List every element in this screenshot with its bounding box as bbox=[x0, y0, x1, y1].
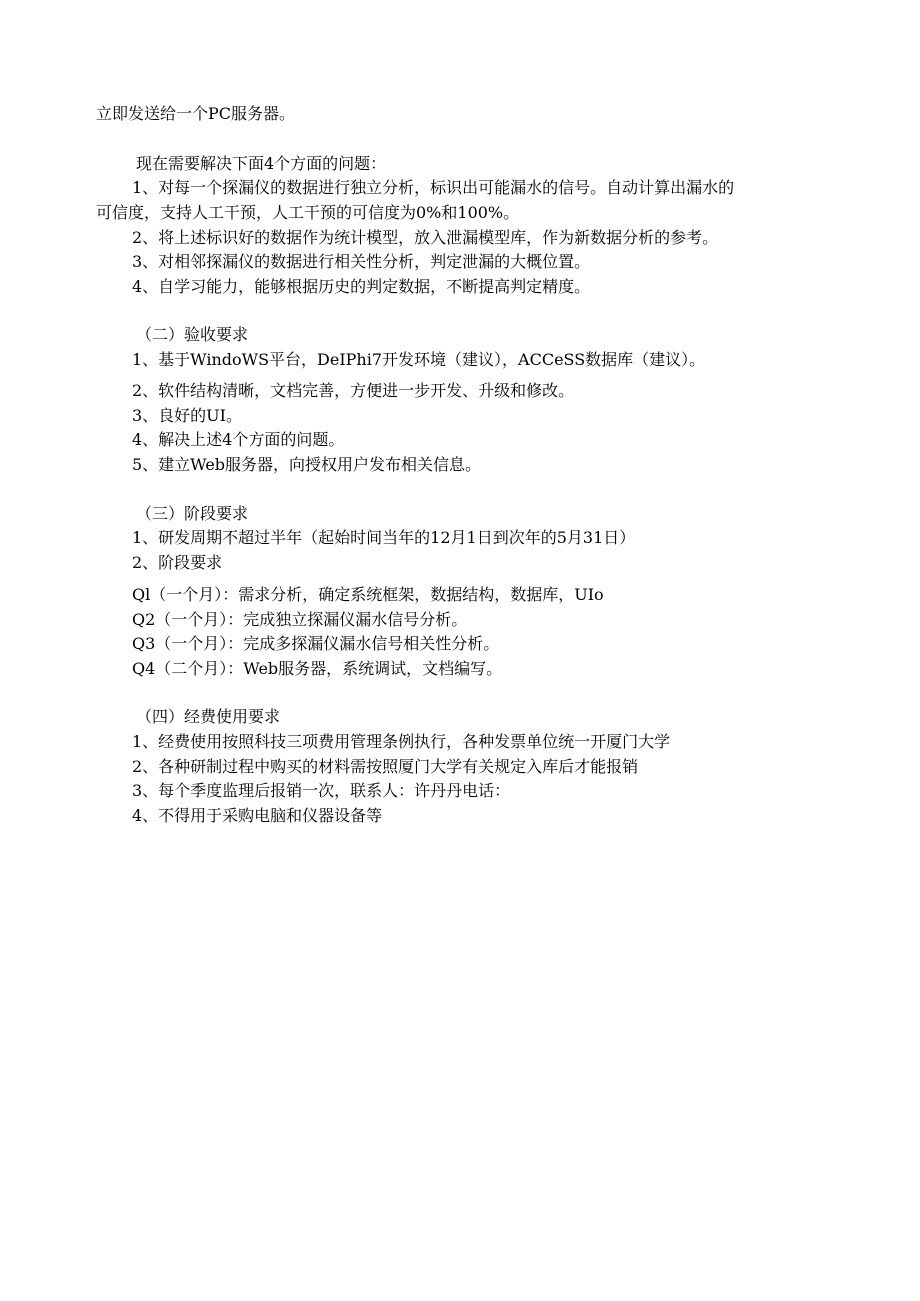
phase-quarter-4: Q4（二个月）：Web服务器，系统调试，文档编写。 bbox=[132, 659, 503, 678]
problem-item-2: 2、将上述标识好的数据作为统计模型，放入泄漏模型库，作为新数据分析的参考。 bbox=[132, 228, 719, 247]
problem-item-1: 1、对每一个探漏仪的数据进行独立分析，标识出可能漏水的信号。自动计算出漏水的 bbox=[132, 178, 735, 197]
funding-item-3: 3、每个季度监理后报销一次，联系人：许丹丹电话： bbox=[132, 781, 511, 800]
phases-item-2: 2、阶段要求 bbox=[132, 553, 223, 572]
phases-item-1: 1、研发周期不超过半年（起始时间当年的12月1日到次年的5月31日） bbox=[132, 528, 636, 547]
problem-item-3: 3、对相邻探漏仪的数据进行相关性分析，判定泄漏的大概位置。 bbox=[132, 252, 591, 271]
phase-quarter-2: Q2（一个月）：完成独立探漏仪漏水信号分析。 bbox=[132, 610, 468, 629]
funding-item-2: 2、各种研制过程中购买的材料需按照厦门大学有关规定入库后才能报销 bbox=[132, 757, 639, 776]
problem-item-1-continued: 可信度，支持人工干预，人工干预的可信度为0%和100%。 bbox=[96, 203, 520, 222]
acceptance-heading: （二）验收要求 bbox=[136, 325, 249, 344]
acceptance-item-3: 3、良好的UI。 bbox=[132, 406, 242, 425]
phase-quarter-1: Ql（一个月）：需求分析，确定系统框架，数据结构，数据库，UIo bbox=[132, 585, 604, 604]
acceptance-item-1: 1、基于WindoWS平台，DeIPhi7开发环境（建议），ACCeSS数据库（建议）。 bbox=[132, 350, 706, 369]
acceptance-item-2: 2、软件结构清晰，文档完善，方便进一步开发、升级和修改。 bbox=[132, 381, 575, 400]
funding-item-4: 4、不得用于采购电脑和仪器设备等 bbox=[132, 806, 383, 825]
intro-continuation: 立即发送给一个PC服务器。 bbox=[96, 104, 296, 123]
phases-heading: （三）阶段要求 bbox=[136, 504, 249, 523]
problems-heading: 现在需要解决下面4个方面的问题： bbox=[136, 154, 387, 173]
funding-item-1: 1、经费使用按照科技三项费用管理条例执行，各种发票单位统一开厦门大学 bbox=[132, 732, 671, 751]
problem-item-4: 4、自学习能力，能够根据历史的判定数据，不断提高判定精度。 bbox=[132, 277, 591, 296]
acceptance-item-4: 4、解决上述4个方面的问题。 bbox=[132, 430, 345, 449]
phase-quarter-3: Q3（一个月）：完成多探漏仪漏水信号相关性分析。 bbox=[132, 634, 500, 653]
funding-heading: （四）经费使用要求 bbox=[136, 707, 281, 726]
acceptance-item-5: 5、建立Web服务器，向授权用户发布相关信息。 bbox=[132, 455, 482, 474]
